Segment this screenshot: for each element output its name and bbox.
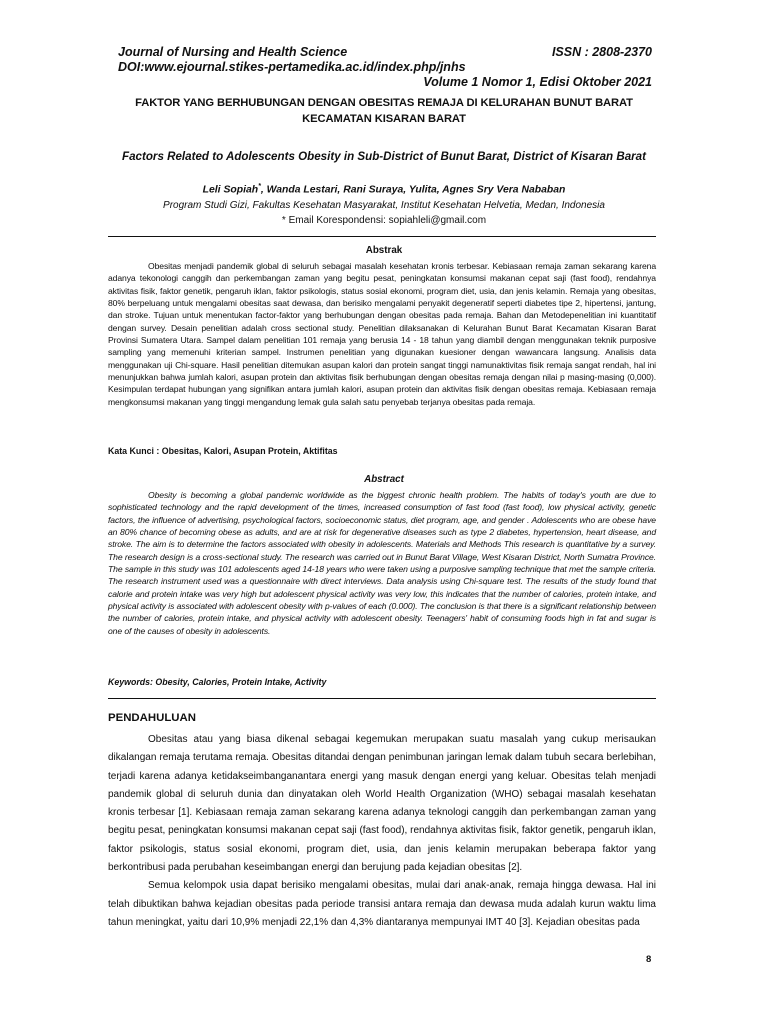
abstract-text: Obesity is becoming a global pandemic worldwide as the biggest chronic health problem. The habits of today's youth are due to sophisticated technology and the rapid development of the times, increased consumption of fast food (fast food), low physical activity, genetic factors, the influence of advertising, psychological factors, socioeconomic status, diet program, age, and gender . Adolescents who are obese have an 80% chance of becoming obese as adults, and are at risk for degenerative diseases such as type 2 diabetes, hypertension, heart disease, and stroke. The aim is to determine the factors associated with obesity in adolescents. Materials and Methods This research is quantitative by a survey. The research design is a cross-sectional study. The research was carried out in Bunut Barat Village, West Kisaran District, North Sumatra Province. The sample in this study was 101 adolescents aged 14-18 years who were taken using a purposive sampling technique that met the sample criteria. The research instrument used was a questionnaire with direct interviews. Data analysis using Chi-square test. The results of the study found that calorie and protein intake was very high but adolescent physical activity was very low, this indicates that the number of calories, protein intake, and physical activity is associated with adolescent obesity with p-values of each (0.000). The conclusion is that there is a significant relationship between the number of calories, protein intake, and physical activity with adolescent obesity. Teenagers' habit of consuming foods high in fat and sugar is one of the causes of obesity in adolescents.	[108, 490, 656, 636]
volume-info: Volume 1 Nomor 1, Edisi Oktober 2021	[423, 75, 652, 89]
divider	[108, 236, 656, 237]
paragraph: Semua kelompok usia dapat berisiko mengalami obesitas, mulai dari anak-anak, remaja hingga dewasa. Hal ini telah dibuktikan bahwa kejadian obesitas pada periode transisi antara remaja dan dewasa muda adalah kurun waktu lima tahun meningkat, yaitu dari 10,9% menjadi 22,1% dan 4,3% diantaranya mempunyai IMT 40 [3]. Kejadian obesitas pada	[108, 880, 656, 928]
section-heading: PENDAHULUAN	[108, 712, 196, 724]
corresponding-mark: *	[258, 183, 261, 190]
keywords: Keywords: Obesity, Calories, Protein Intake, Activity	[108, 677, 327, 687]
kata-kunci: Kata Kunci : Obesitas, Kalori, Asupan Protein, Aktifitas	[108, 446, 338, 456]
author-list	[108, 183, 660, 195]
page-number: 8	[646, 954, 652, 965]
paper-title: FAKTOR YANG BERHUBUNGAN DENGAN OBESITAS REMAJA DI KELURAHAN BUNUT BARAT KECAMATAN KISARAN BARAT	[135, 97, 633, 125]
abstrak-text: Obesitas menjadi pandemik global di seluruh sebagai masalah kesehatan kronis terbesar. Kebiasaan remaja zaman sekarang karena adanya tekonologi canggih dan perkembangan zaman yang begitu pesat, peningkatan konsumsi makanan cepat saji (fast food), rendahnya aktivitas fisik, faktor genetik, pengaruh iklan, faktor psikologis, status sosial ekonomi, program diet, usia, dan jenis kelamin. Remaja yang obesitas, 80% berpeluang untuk mengalami obesitas saat dewasa, dan berisiko mengalami penyakit degeneratif seperti diabetes tipe 2, hipertensi, jantung, dan stroke. Tujuan untuk menentukan factor-faktor yang berhubungan dengan obesitas pada remaja. Bahan dan Metodepenelitian ini kuantitatif dengan survey. Desain penelitian adalah cross sectional study. Penelitian dilaksanakan di Kelurahan Bunut Barat Kecamatan Kisaran Barat Provinsi Sumatera Utara. Sampel dalam penelitian 101 remaja yang berusia 14 - 18 tahun yang diambil dengan menggunakan teknik purposive sampling yang memenuhi kriterian sampel. Instrumen penelitian yang digunakan kuesioner dengan wawancara langsung. Analisis data menggunakan uji Chi-square. Hasil penelitian ditemukan asupan kalori dan protein sangat tinggi namunaktivitas fisik remaja sangat rendah, hal ini menunjukkan bahwa jumlah kalori, asupan protein dan aktivitas fisik berhubungan dengan obesitas remaja dengan nilai p masing-masing (0,000). Kesimpulan terdapat hubungan yang signifikan antara jumlah kalori, asupan protein dan aktivitas fisik dengan obesitas remaja. Kebiasaan remaja mengkonsumsi makanan yang tinggi mengandung lemak gula salah satu penyebab terjanya obesitas pada remaja.	[108, 261, 656, 407]
section-body	[108, 731, 656, 932]
correspondence-email[interactable]: * Email Korespondensi: sopiahleli@gmail.com	[281, 215, 487, 226]
abstrak-heading: Abstrak	[365, 245, 403, 256]
abstract-heading: Abstract	[364, 474, 404, 485]
paper-title-english: Factors Related to Adolescents Obesity in Sub-District of Bunut Barat, District of Kisaran Barat	[122, 150, 646, 163]
co-authors: , Wanda Lestari, Rani Suraya, Yulita, Agnes Sry Vera Nababan	[260, 184, 566, 196]
divider	[108, 698, 656, 699]
doi-link[interactable]: DOI:www.ejournal.stikes-pertamedika.ac.id/index.php/jnhs	[118, 60, 466, 74]
running-header-line-1	[118, 45, 652, 60]
corresponding-author: Leli Sopiah	[202, 184, 259, 196]
journal-name: Journal of Nursing and Health Science	[118, 45, 348, 59]
paragraph: Obesitas atau yang biasa dikenal sebagai kegemukan merupakan suatu masalah yang cukup merisaukan dikalangan remaja terutama remaja. Obesitas ditandai dengan penimbunan jaringan lemak dalam tubuh secara berlebihan, terjadi karena adanya ketidakseimbanganantara energi yang masuk dengan energi yang keluar. Obesitas telah menjadi pandemik global di seluruh dunia dan dinyatakan oleh World Health Organization (WHO) sebagai masalah kesehatan kronis terbesar [1]. Kebiasaan remaja zaman sekarang karena adanya teknologi canggih dan perkembangan zaman yang begitu pesat, peningkatan konsumsi makanan cepat saji (fast food), rendahnya aktivitas fisik, faktor genetik, pengaruh iklan, faktor psikologis, status sosial ekonomi, program diet, usia, dan jenis kelamin merupakan beberapa faktor yang berkontribusi pada perubahan keseimbangan energi dan berujung pada kejadian obesitas [2].	[108, 734, 656, 874]
abstrak-body	[108, 260, 656, 408]
abstract-body	[108, 489, 656, 637]
issn: ISSN : 2808-2370	[551, 45, 652, 59]
running-header-line-2	[118, 60, 652, 90]
affiliation: Program Studi Gizi, Fakultas Kesehatan Masyarakat, Institut Kesehatan Helvetia, Medan, Indonesia	[163, 200, 605, 211]
